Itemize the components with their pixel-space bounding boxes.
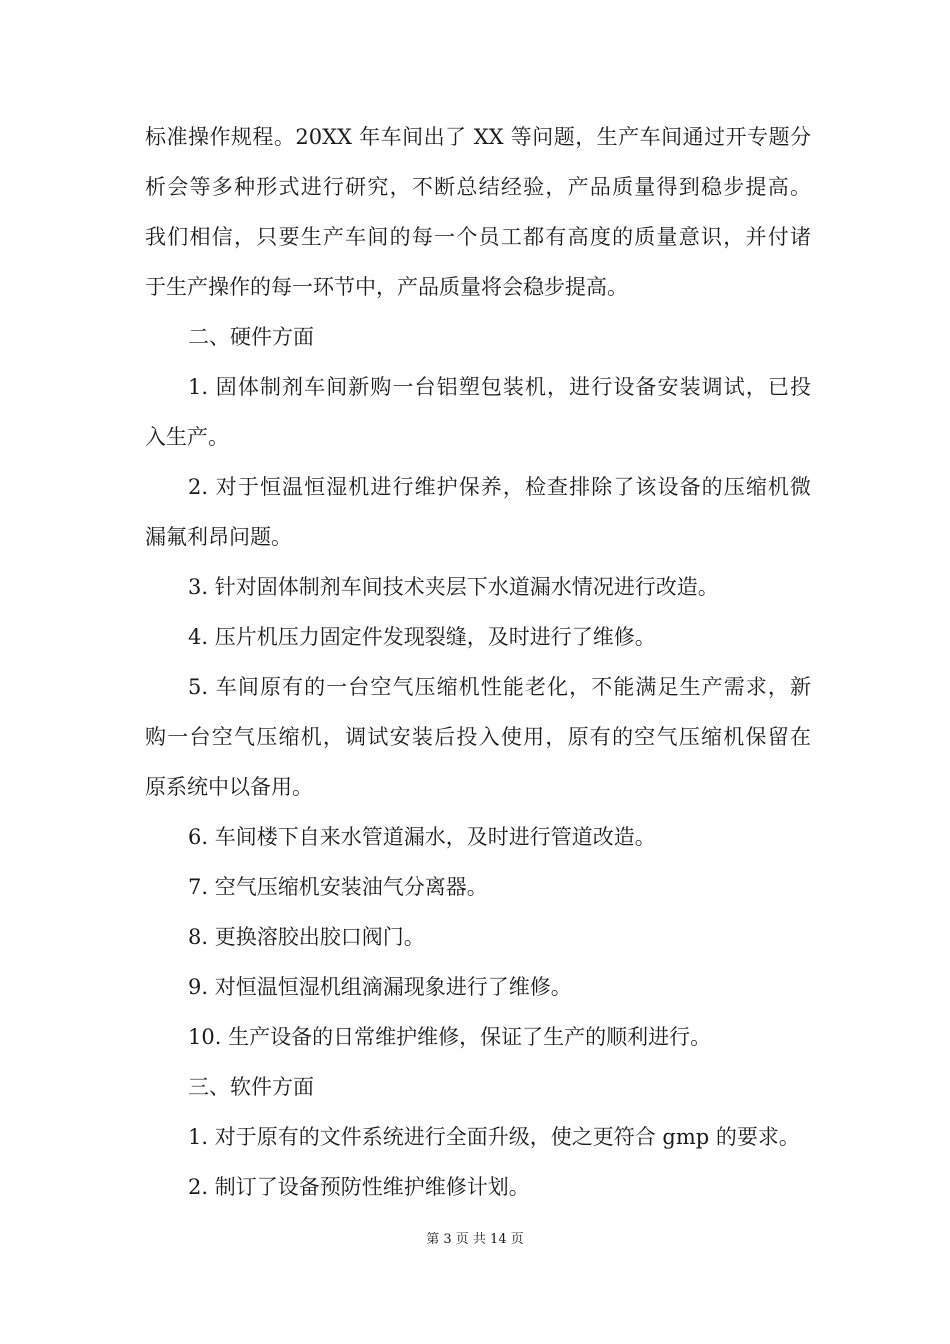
list-item: 6. 车间楼下自来水管道漏水，及时进行管道改造。 — [188, 825, 656, 849]
list-item: 7. 空气压缩机安装油气分离器。 — [188, 875, 488, 899]
list-item-continuation: 购一台空气压缩机，调试安装后投入使用，原有的空气压缩机保留在 — [145, 725, 811, 749]
list-item: 8. 更换溶胶出胶口阀门。 — [188, 925, 425, 949]
list-item: 2. 制订了设备预防性维护维修计划。 — [188, 1175, 530, 1199]
page-number-footer: 第 3 页 共 14 页 — [426, 1232, 524, 1247]
paragraph-line: 于生产操作的每一环节中，产品质量将会稳步提高。 — [145, 275, 628, 299]
list-item: 3. 针对固体制剂车间技术夹层下水道漏水情况进行改造。 — [188, 575, 719, 599]
section-heading-hardware: 二、硬件方面 — [188, 325, 314, 349]
list-item-continuation: 原系统中以备用。 — [145, 775, 313, 799]
paragraph-line: 标准操作规程。20XX 年车间出了 XX 等问题，生产车间通过开专题分 — [145, 125, 811, 149]
paragraph-line: 析会等多种形式进行研究，不断总结经验，产品质量得到稳步提高。 — [145, 175, 811, 199]
list-item: 4. 压片机压力固定件发现裂缝，及时进行了维修。 — [188, 625, 656, 649]
list-item: 9. 对恒温恒湿机组滴漏现象进行了维修。 — [188, 975, 572, 999]
list-item: 1. 固体制剂车间新购一台铝塑包装机，进行设备安装调试，已投 — [188, 375, 811, 399]
paragraph-line: 我们相信，只要生产车间的每一个员工都有高度的质量意识，并付诸 — [145, 225, 811, 249]
list-item: 10. 生产设备的日常维护维修，保证了生产的顺利进行。 — [188, 1025, 712, 1049]
list-item-continuation: 入生产。 — [145, 425, 229, 449]
list-item: 1. 对于原有的文件系统进行全面升级，使之更符合 gmp 的要求。 — [188, 1125, 800, 1149]
list-item-continuation: 漏氟利昂问题。 — [145, 525, 292, 549]
section-heading-software: 三、软件方面 — [188, 1075, 314, 1099]
list-item: 2. 对于恒温恒湿机进行维护保养，检查排除了该设备的压缩机微 — [188, 475, 811, 499]
list-item: 5. 车间原有的一台空气压缩机性能老化，不能满足生产需求，新 — [188, 675, 811, 699]
